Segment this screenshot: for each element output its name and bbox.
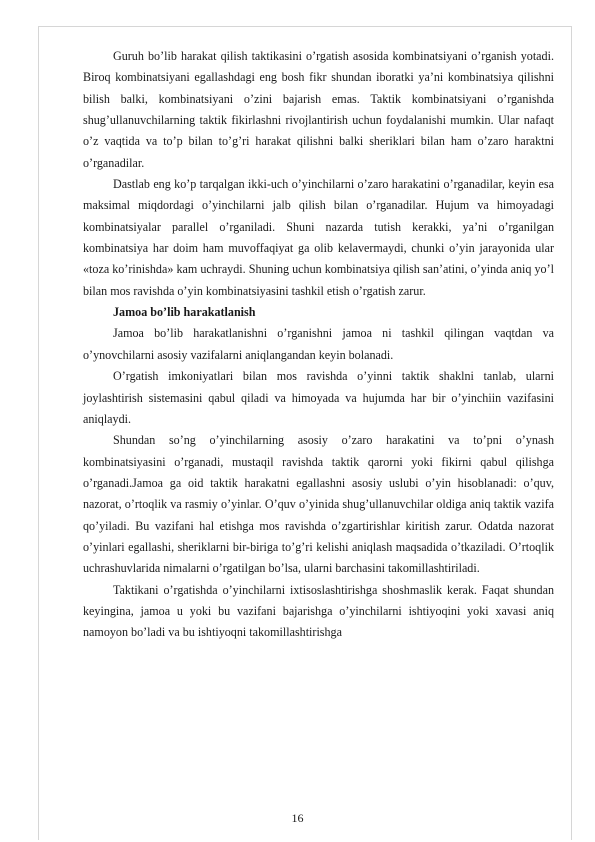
paragraph-combination-intro: Guruh bo’lib harakat qilish taktikasini o’rgatish asosida kombinatsiyani o’rganish yotadi. Biroq kombinatsiyani egallashdagi eng bosh fikr shundan iboratki ya’ni kombinatsiya qilishni bilish balki, kombinatsiyani o’zini bajarish emas. Taktik kombinatsiyani o’rganishda shug’ullanuvchilarning taktik fikirlashni rivojlantirish uchun foydalanishi mumkin. Ular nafaqt o’z vaqtida va to’p bilan to’g’ri harakat qilishni balki sheriklari bilan ham o’zaro haraktni o’rganadilar. <box>83 49 554 170</box>
paragraph-initial-learning: Dastlab eng ko’p tarqalgan ikki-uch o’yinchilarni o’zaro harakatini o’rganadilar, keyin esa maksimal miqdordagi o’yinchilarni jalb qilish bilan o’rganadilar. Hujum va himoyadagi kombinatsiyalar parallel o’rganiladi. Shuni nazarda tutish kerakki, ya’ni o’rganilgan kombinatsiya har doim ham muvoffaqiyat ga olib kelavermaydi, chunki o’yin jarayonida ular «toza ko’rinishda» kam uchraydi. Shuning uchun kombinatsiya qilish san’atini, o’yinda aniq yo’l bilan mos ravishda o’yin kombinatsiyasini tashkil etish o’rgatish zarur. <box>83 177 554 298</box>
document-body <box>83 46 554 644</box>
page-number: 16 <box>291 811 304 825</box>
paragraph-specialization: Taktikani o’rgatishda o’yinchilarni ixtisoslashtirishga shoshmaslik kerak. Faqat shundan keyingina, jamoa u yoki bu vazifani bajarishga o’yinchilarni ishtiyoqini yoki xavasi aniq namoyon bo’ladi va bu ishtiyoqni takomillashtirishga <box>83 582 554 640</box>
paragraph-teaching-options: O’rgatish imkoniyatlari bilan mos ravishda o’yinni taktik shaklni tanlab, ularni joylashtirish sistemasini qabul qiladi va himoyada va hujumda har bir o’yinchiin vazifasini aniqlaydi. <box>83 369 554 426</box>
paragraph-team-movement: Jamoa bo’lib harakatlanishni o’rganishni jamoa ni tashkil qilingan vaqtdan va o’ynovchilarni asosiy vazifalarni aniqlangandan keyin bolanadi. <box>83 326 554 362</box>
paragraph-game-methods: Shundan so’ng o’yinchilarning asosiy o’zaro harakatini va to’pni o’ynash kombinatsiyasini o’rganadi, mustaqil ravishda taktik qarorni yoki fikirni qabul qilishga o’rganadi.Jamoa ga oid taktik harakatni egallashni asosiy uslubi o’yin hisoblanadi: o’quv, nazorat, o’rtoqlik va rasmiy o’yinlar. O’quv o’yinida shug’ullanuvchilar oldiga aniq taktik vazifa qo’yiladi. Bu vazifani hal etishga mos ravishda o’zgartirishlar kiritish zarur. Odatda nazorat o’yinlari egallashi, sheriklarni bir-biriga to’g’ri kelishi aniqlash maqsadida o’tkaziladi. O’rtoqlik uchrashuvlarida nimalarni o’rgatilgan bo’lsa, ularni barchasini takomillashtiriladi. <box>83 433 554 576</box>
section-heading: Jamoa bo’lib harakatlanish <box>113 305 256 320</box>
